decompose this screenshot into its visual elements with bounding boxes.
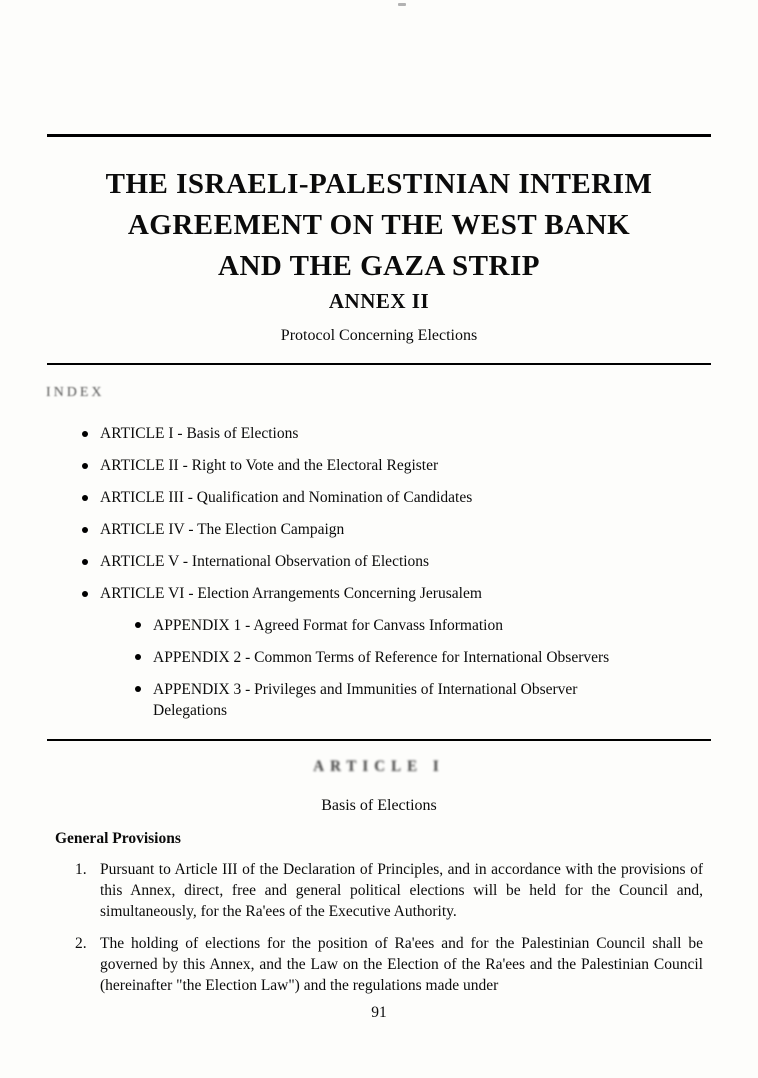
list-item (82, 584, 702, 603)
list-item (135, 679, 680, 721)
bullet-icon (82, 559, 88, 565)
annex-heading: ANNEX II (328, 289, 430, 313)
appendix-index-entry: APPENDIX 1 - Agreed Format for Canvass Information (153, 617, 503, 634)
section-heading: General Provisions (55, 830, 181, 847)
article-title: Basis of Elections (321, 797, 437, 814)
appendix-index-entry: APPENDIX 3 - Privileges and Immunities of International Observer Delegations (153, 681, 578, 719)
list-item (135, 615, 680, 636)
list-item (82, 520, 702, 539)
bullet-icon (82, 495, 88, 501)
list-item (82, 424, 702, 443)
divider-article (47, 739, 711, 741)
bullet-icon (135, 622, 141, 628)
bullet-icon (82, 431, 88, 437)
list-item (82, 488, 702, 507)
divider-index (47, 363, 711, 365)
paragraph-text: The holding of elections for the position of Ra'ees and for the Palestinian Council shall be governed by this Annex, and the Law on the Election of the Ra'ees and the Palestinian Council (hereinafter "the Election Law") and the regulations made under (100, 935, 703, 994)
title-line-2: AGREEMENT ON THE WEST BANK (127, 209, 631, 241)
page-number: 91 (371, 1004, 387, 1021)
document-title (0, 164, 758, 287)
list-item (135, 647, 680, 668)
list-item (82, 456, 702, 475)
bullet-icon (135, 686, 141, 692)
bullet-icon (82, 591, 88, 597)
article-index-entry: ARTICLE III - Qualification and Nomination of Candidates (100, 489, 473, 506)
article-index-entry: ARTICLE IV - The Election Campaign (100, 521, 345, 538)
title-line-1: THE ISRAELI-PALESTINIAN INTERIM (105, 168, 653, 200)
numbered-paragraph (75, 933, 703, 996)
title-line-3: AND THE GAZA STRIP (218, 250, 540, 282)
article-index-entry: ARTICLE V - International Observation of Elections (100, 553, 430, 570)
numbered-paragraph (75, 859, 703, 922)
body-paragraphs (75, 859, 703, 1007)
bullet-icon (82, 527, 88, 533)
paragraph-number: 1. (75, 861, 87, 878)
article-heading-faded: ARTICLE I (313, 758, 445, 776)
article-index-entry: ARTICLE I - Basis of Elections (100, 425, 299, 442)
protocol-subtitle: Protocol Concerning Elections (280, 327, 478, 344)
paragraph-number: 2. (75, 935, 87, 952)
paragraph-text: Pursuant to Article III of the Declaration of Principles, and in accordance with the provisions of this Annex, direct, free and general political elections will be held for the Council and, simultaneously, for the Ra'ees of the Executive Authority. (100, 861, 703, 920)
list-item (82, 552, 702, 571)
appendix-index-entry: APPENDIX 2 - Common Terms of Reference for International Observers (153, 649, 610, 666)
divider-top (47, 134, 711, 137)
scan-artifact (398, 3, 406, 6)
bullet-icon (82, 463, 88, 469)
bullet-icon (135, 654, 141, 660)
article-index-entry: ARTICLE VI - Election Arrangements Concerning Jerusalem (100, 585, 482, 602)
article-index-list (82, 424, 702, 616)
appendix-index-list (135, 615, 680, 732)
article-index-entry: ARTICLE II - Right to Vote and the Electoral Register (100, 457, 439, 474)
index-heading-faded: INDEX (46, 385, 105, 400)
